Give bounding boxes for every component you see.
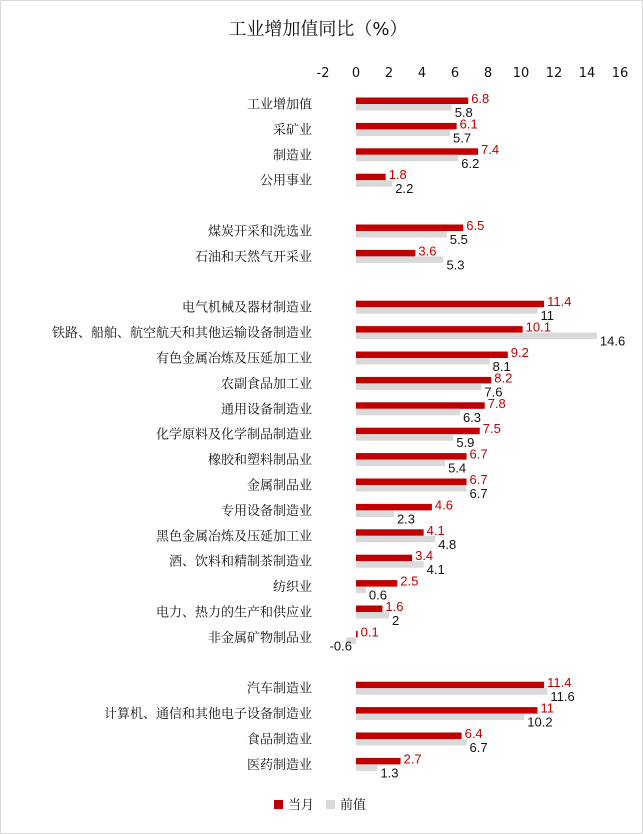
data-label-previous: 6.3 bbox=[462, 409, 482, 425]
category-label: 煤炭开采和洗选业 bbox=[207, 224, 312, 240]
category-label: 制造业 bbox=[272, 148, 312, 164]
category-label: 医药制造业 bbox=[246, 757, 312, 773]
bar-current bbox=[356, 529, 424, 536]
bar-previous bbox=[356, 129, 450, 136]
data-label-current: 3.6 bbox=[418, 243, 437, 259]
bar-previous bbox=[356, 510, 394, 517]
bar-current bbox=[356, 225, 463, 232]
data-label-previous: 2.2 bbox=[395, 181, 414, 197]
bar-previous bbox=[356, 434, 453, 441]
data-label-current: 6.7 bbox=[469, 446, 488, 462]
bar-current bbox=[356, 606, 382, 613]
bar-current bbox=[356, 174, 386, 181]
bar-previous bbox=[356, 383, 481, 390]
data-label-previous: 5.5 bbox=[449, 232, 468, 247]
chart-title: 工业增加值同比（%） bbox=[228, 19, 408, 40]
legend-swatch-previous bbox=[326, 800, 335, 809]
data-label-current: 2.5 bbox=[400, 573, 419, 589]
bar-current bbox=[356, 555, 412, 562]
x-tick-label: 6 bbox=[450, 66, 460, 81]
data-label-current: 11.4 bbox=[547, 675, 572, 691]
x-tick-label: 12 bbox=[545, 66, 563, 81]
x-tick-label: 4 bbox=[417, 66, 427, 81]
x-tick-label: 10 bbox=[512, 66, 530, 81]
x-tick-label: 2 bbox=[384, 66, 394, 81]
data-label-previous: 14.6 bbox=[599, 333, 626, 349]
data-label-current: 10.1 bbox=[525, 319, 551, 335]
bar-current bbox=[356, 682, 544, 689]
category-label: 铁路、船舶、航空航天和其他运输设备制造业 bbox=[51, 326, 312, 342]
data-label-previous: 10.2 bbox=[527, 714, 553, 730]
category-label: 通用设备制造业 bbox=[220, 402, 312, 418]
x-tick-label: 14 bbox=[578, 66, 596, 81]
data-label-previous: 1.3 bbox=[380, 765, 399, 781]
data-label-previous: 6.2 bbox=[461, 155, 480, 171]
bar-previous bbox=[356, 180, 392, 187]
data-label-current: 7.8 bbox=[487, 395, 506, 411]
bar-previous bbox=[356, 739, 467, 746]
data-label-current: 4.1 bbox=[426, 522, 445, 538]
bar-current bbox=[356, 733, 462, 740]
data-label-previous: 5.3 bbox=[446, 257, 465, 273]
data-label-current: 6.5 bbox=[466, 218, 485, 233]
data-label-current: 11 bbox=[540, 700, 554, 716]
data-label-current: 6.8 bbox=[471, 91, 490, 106]
bar-previous bbox=[356, 460, 445, 467]
category-label: 汽车制造业 bbox=[246, 681, 312, 697]
category-label: 非金属矿物制品业 bbox=[207, 630, 312, 646]
data-label-current: 4.6 bbox=[434, 497, 453, 513]
category-label: 金属制品业 bbox=[246, 478, 312, 494]
bar-current bbox=[356, 453, 467, 460]
category-label: 酒、饮料和精制茶制造业 bbox=[168, 554, 312, 570]
category-label: 工业增加值 bbox=[246, 97, 312, 113]
bar-current bbox=[356, 352, 508, 359]
category-label: 黑色金属冶炼及压延加工业 bbox=[155, 529, 312, 545]
bar-current bbox=[356, 123, 457, 129]
bar-previous bbox=[356, 104, 452, 111]
data-label-previous: 5.9 bbox=[456, 435, 475, 451]
x-tick-label: 8 bbox=[483, 66, 493, 81]
bar-current bbox=[356, 479, 467, 486]
data-label-previous: -0.6 bbox=[329, 638, 352, 654]
category-label: 石油和天然气开采业 bbox=[194, 249, 312, 265]
legend bbox=[274, 797, 366, 813]
bar-previous bbox=[356, 561, 424, 568]
data-label-current: 7.4 bbox=[481, 141, 500, 157]
bar-previous bbox=[356, 485, 467, 492]
category-label: 计算机、通信和其他电子设备制造业 bbox=[103, 707, 312, 723]
data-label-previous: 5.8 bbox=[454, 105, 473, 120]
bar-current bbox=[356, 758, 401, 765]
data-label-previous: 5.7 bbox=[453, 130, 472, 146]
data-label-current: 6.7 bbox=[469, 472, 488, 487]
category-label: 有色金属冶炼及压延加工业 bbox=[155, 351, 312, 367]
category-label: 采矿业 bbox=[272, 122, 312, 138]
bar-previous bbox=[356, 714, 524, 721]
data-label-current: 8.2 bbox=[494, 370, 513, 386]
legend-swatch-current bbox=[274, 800, 283, 809]
bar-previous bbox=[356, 536, 435, 543]
bar-previous bbox=[356, 587, 366, 594]
bar-current bbox=[356, 707, 538, 714]
data-label-previous: 11 bbox=[540, 308, 554, 324]
bar-current bbox=[356, 148, 478, 155]
category-label: 橡胶和塑料制品业 bbox=[207, 453, 312, 469]
bar-previous bbox=[356, 231, 447, 238]
data-label-previous: 6.7 bbox=[469, 740, 488, 755]
bar-previous bbox=[356, 307, 538, 314]
bar-previous bbox=[356, 688, 547, 695]
data-label-previous: 4.8 bbox=[438, 536, 457, 552]
category-labels bbox=[52, 97, 312, 773]
bar-current bbox=[356, 402, 485, 409]
data-label-previous: 5.4 bbox=[448, 460, 467, 476]
data-label-current: 7.5 bbox=[482, 421, 501, 437]
category-label: 农副食品加工业 bbox=[220, 376, 312, 392]
bar-current bbox=[356, 631, 358, 638]
category-label: 专用设备制造业 bbox=[220, 503, 312, 519]
data-label-current: 3.4 bbox=[415, 548, 434, 564]
bar-previous bbox=[356, 409, 460, 416]
x-tick-label: 16 bbox=[611, 66, 629, 81]
data-label-current: 6.4 bbox=[464, 726, 483, 741]
data-label-previous: 8.1 bbox=[492, 359, 511, 374]
data-label-current: 2.7 bbox=[403, 751, 422, 767]
data-label-current: 1.8 bbox=[388, 167, 407, 183]
bar-current bbox=[356, 250, 415, 257]
bars bbox=[346, 98, 597, 771]
data-label-current: 1.6 bbox=[385, 599, 404, 614]
bar-current bbox=[356, 326, 523, 333]
data-label-previous: 0.6 bbox=[368, 587, 387, 603]
bar-current bbox=[356, 580, 397, 587]
data-label-previous: 4.1 bbox=[426, 562, 445, 578]
bar-previous bbox=[356, 612, 389, 619]
bar-previous bbox=[356, 333, 597, 340]
bar-current bbox=[356, 377, 491, 384]
data-label-current: 6.1 bbox=[459, 116, 478, 132]
bar-current bbox=[356, 428, 480, 435]
bar-current bbox=[356, 98, 468, 105]
bar-previous bbox=[356, 155, 458, 162]
bar-current bbox=[356, 301, 544, 308]
legend-label-previous: 前值 bbox=[340, 798, 367, 813]
category-label: 公用事业 bbox=[259, 173, 312, 189]
legend-label-current: 当月 bbox=[288, 798, 315, 813]
bar-previous bbox=[356, 764, 377, 771]
bar-previous bbox=[356, 358, 490, 365]
data-label-current: 11.4 bbox=[547, 294, 572, 310]
data-label-previous: 6.7 bbox=[469, 486, 488, 501]
category-label: 纺织业 bbox=[272, 580, 312, 596]
data-label-previous: 7.6 bbox=[484, 384, 503, 400]
category-label: 电气机械及器材制造业 bbox=[181, 300, 312, 316]
category-label: 化学原料及化学制品制造业 bbox=[155, 427, 312, 443]
category-label: 电力、热力的生产和供应业 bbox=[155, 605, 312, 621]
x-axis-ticks bbox=[317, 66, 629, 81]
bar-current bbox=[356, 504, 432, 511]
data-label-previous: 2.3 bbox=[396, 511, 416, 527]
data-label-current: 9.2 bbox=[510, 345, 529, 360]
category-label: 食品制造业 bbox=[246, 732, 312, 748]
data-label-previous: 2 bbox=[392, 613, 400, 628]
x-tick-label: -2 bbox=[316, 66, 330, 81]
data-label-previous: 11.6 bbox=[550, 689, 575, 705]
x-tick-label: 0 bbox=[351, 66, 361, 81]
data-label-current: 0.1 bbox=[360, 624, 379, 640]
